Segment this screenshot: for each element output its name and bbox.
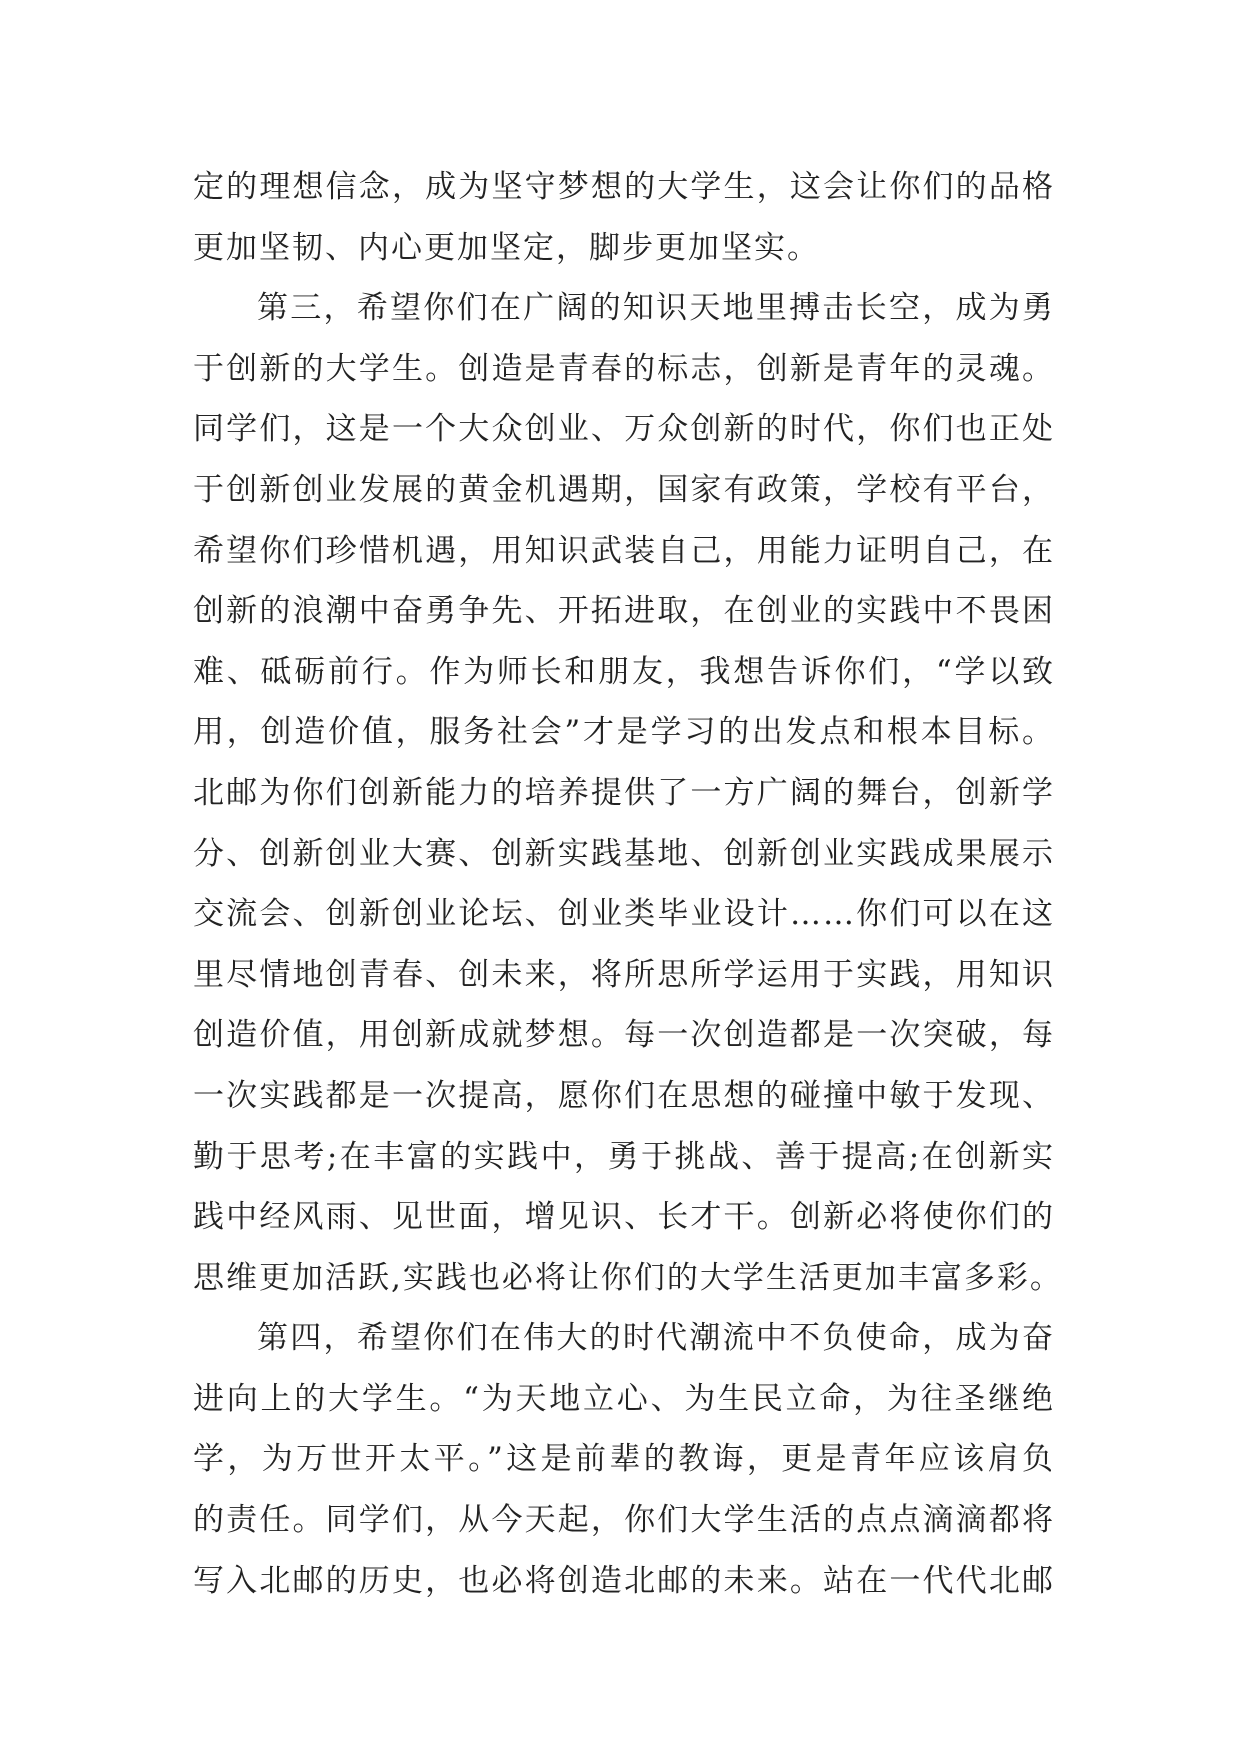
text-line: 交流会、创新创业论坛、创业类毕业设计……你们可以在这 [193, 896, 1055, 933]
text-line: 一次实践都是一次提高，愿你们在思想的碰撞中敏于发现、 [193, 1077, 1055, 1114]
text-line: 创造价值，用创新成就梦想。每一次创造都是一次突破，每 [193, 1017, 1055, 1054]
text-line: 里尽情地创青春、创未来，将所思所学运用于实践，用知识 [193, 956, 1055, 993]
text-line: 勤于思考;在丰富的实践中，勇于挑战、善于提高;在创新实 [193, 1138, 1055, 1175]
text-line: 进向上的大学生。“为天地立心、为生民立命，为往圣继绝 [193, 1380, 1055, 1417]
text-line: 于创新的大学生。创造是青春的标志，创新是青年的灵魂。 [193, 350, 1055, 387]
text-line: 写入北邮的历史，也必将创造北邮的未来。站在一代代北邮 [193, 1562, 1055, 1599]
text-line: 更加坚韧、内心更加坚定，脚步更加坚实。 [193, 229, 820, 266]
text-line: 的责任。同学们，从今天起，你们大学生活的点点滴滴都将 [193, 1502, 1055, 1539]
text-line: 思维更加活跃,实践也必将让你们的大学生活更加丰富多彩。 [193, 1259, 1063, 1296]
text-line: 北邮为你们创新能力的培养提供了一方广阔的舞台，创新学 [193, 774, 1055, 811]
text-line: 分、创新创业大赛、创新实践基地、创新创业实践成果展示 [193, 835, 1055, 872]
text-line: 用，创造价值，服务社会”才是学习的出发点和根本目标。 [193, 714, 1055, 751]
paragraph-start-line: 第三，希望你们在广阔的知识天地里搏击长空，成为勇 [257, 290, 1055, 327]
text-line: 希望你们珍惜机遇，用知识武装自己，用能力证明自己，在 [193, 532, 1055, 569]
text-line: 学，为万世开太平。”这是前辈的教诲，更是青年应该肩负 [193, 1441, 1055, 1478]
text-line: 难、砥砺前行。作为师长和朋友，我想告诉你们，“学以致 [193, 653, 1055, 690]
body-text [193, 157, 1063, 1611]
text-line: 定的理想信念，成为坚守梦想的大学生，这会让你们的品格 [193, 169, 1055, 205]
paragraph-start-line: 第四，希望你们在伟大的时代潮流中不负使命，成为奋 [257, 1320, 1055, 1357]
text-line: 创新的浪潮中奋勇争先、开拓进取，在创业的实践中不畏困 [193, 593, 1055, 630]
text-line: 于创新创业发展的黄金机遇期，国家有政策，学校有平台， [193, 471, 1055, 508]
text-line: 同学们，这是一个大众创业、万众创新的时代，你们也正处 [193, 411, 1055, 448]
text-line: 践中经风雨、见世面，增见识、长才干。创新必将使你们的 [193, 1199, 1055, 1236]
